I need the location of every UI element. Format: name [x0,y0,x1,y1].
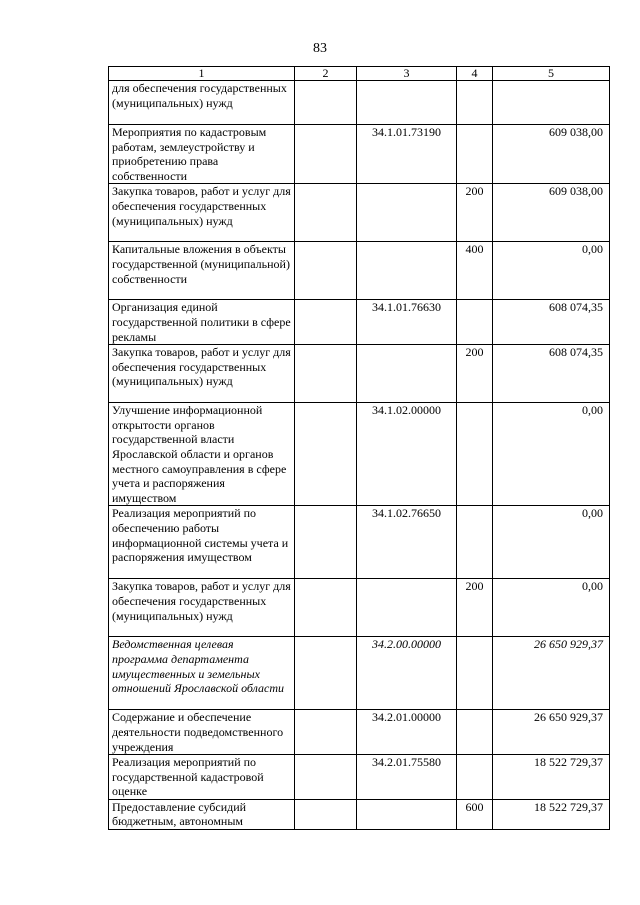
column-header: 1 [109,67,295,81]
row-col2-cell [295,710,357,755]
row-code-cell [357,81,457,125]
row-type-cell: 200 [457,579,493,637]
row-col2-cell [295,579,357,637]
row-type-cell [457,755,493,800]
row-type-cell: 200 [457,184,493,242]
table-header-row [109,67,610,81]
row-code-cell: 34.2.01.75580 [357,755,457,800]
row-amount-cell: 608 074,35 [493,345,610,403]
row-amount-cell: 18 522 729,37 [493,755,610,800]
row-code-cell [357,184,457,242]
row-name-cell: Закупка товаров, работ и услуг для обеспечения государственных (муниципальных) нужд [109,579,295,637]
row-amount-cell: 0,00 [493,506,610,579]
row-amount-cell: 0,00 [493,403,610,506]
row-code-cell: 34.1.01.76630 [357,300,457,345]
row-col2-cell [295,242,357,300]
table-row [109,184,610,242]
table-row [109,345,610,403]
row-col2-cell [295,125,357,184]
row-type-cell [457,81,493,125]
table-row [109,506,610,579]
row-code-cell: 34.2.01.00000 [357,710,457,755]
row-code-cell [357,579,457,637]
table-row [109,403,610,506]
row-amount-cell: 609 038,00 [493,125,610,184]
table-row [109,710,610,755]
row-col2-cell [295,799,357,829]
row-name-cell: Содержание и обеспечение деятельности подведомственного учреждения [109,710,295,755]
row-name-cell: Закупка товаров, работ и услуг для обеспечения государственных (муниципальных) нужд [109,345,295,403]
row-name-cell: Реализация мероприятий по обеспечению работы информационной системы учета и распоряжения имуществом [109,506,295,579]
row-name-cell: Ведомственная целевая программа департамента имущественных и земельных отношений Ярославской области [109,637,295,710]
row-name-cell: Капитальные вложения в объекты государственной (муниципальной) собственности [109,242,295,300]
column-header: 4 [457,67,493,81]
table-row [109,125,610,184]
table-row [109,637,610,710]
table-row [109,579,610,637]
row-amount-cell: 0,00 [493,579,610,637]
row-amount-cell: 18 522 729,37 [493,799,610,829]
row-amount-cell [493,81,610,125]
row-col2-cell [295,637,357,710]
row-code-cell: 34.1.02.00000 [357,403,457,506]
row-col2-cell [295,755,357,800]
row-col2-cell [295,184,357,242]
row-type-cell: 400 [457,242,493,300]
row-name-cell: Предоставление субсидий бюджетным, автономным [109,799,295,829]
column-header: 2 [295,67,357,81]
row-code-cell [357,242,457,300]
row-code-cell [357,799,457,829]
row-code-cell [357,345,457,403]
row-col2-cell [295,506,357,579]
row-amount-cell: 26 650 929,37 [493,710,610,755]
row-name-cell: Реализация мероприятий по государственной кадастровой оценке [109,755,295,800]
table-row [109,755,610,800]
row-code-cell: 34.2.00.00000 [357,637,457,710]
row-name-cell: для обеспечения государственных (муниципальных) нужд [109,81,295,125]
row-col2-cell [295,345,357,403]
table-row [109,81,610,125]
row-type-cell [457,506,493,579]
row-amount-cell: 0,00 [493,242,610,300]
column-header: 3 [357,67,457,81]
table-row [109,799,610,829]
row-amount-cell: 609 038,00 [493,184,610,242]
row-col2-cell [295,81,357,125]
row-type-cell [457,403,493,506]
row-type-cell [457,710,493,755]
row-name-cell: Организация единой государственной политики в сфере рекламы [109,300,295,345]
row-code-cell: 34.1.01.73190 [357,125,457,184]
budget-table [108,66,610,830]
column-header: 5 [493,67,610,81]
row-type-cell: 600 [457,799,493,829]
row-amount-cell: 26 650 929,37 [493,637,610,710]
row-type-cell [457,300,493,345]
table-row [109,300,610,345]
row-amount-cell: 608 074,35 [493,300,610,345]
page-number: 83 [313,41,327,56]
table-row [109,242,610,300]
row-col2-cell [295,300,357,345]
row-type-cell [457,637,493,710]
row-type-cell: 200 [457,345,493,403]
row-type-cell [457,125,493,184]
row-name-cell: Закупка товаров, работ и услуг для обеспечения государственных (муниципальных) нужд [109,184,295,242]
row-name-cell: Улучшение информационной открытости органов государственной власти Ярославской области и органов местного самоуправления в сфере учета и распоряжения имуществом [109,403,295,506]
row-code-cell: 34.1.02.76650 [357,506,457,579]
row-col2-cell [295,403,357,506]
row-name-cell: Мероприятия по кадастровым работам, землеустройству и приобретению права собственности [109,125,295,184]
